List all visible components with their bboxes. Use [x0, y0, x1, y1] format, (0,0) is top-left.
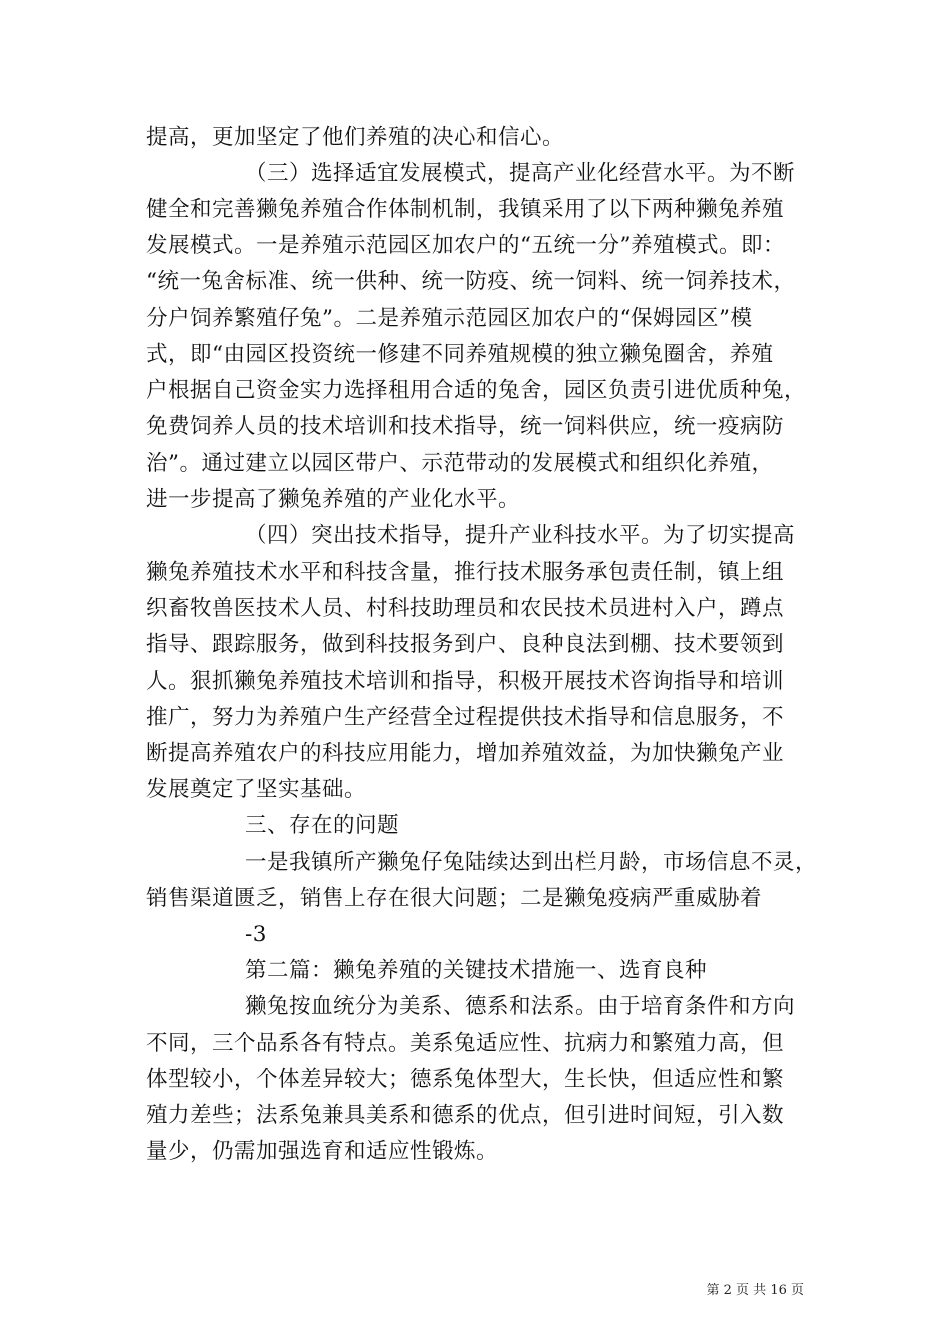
- text-line: 发展奠定了坚实基础。: [146, 777, 367, 802]
- text-line: 织畜牧兽医技术人员、村科技助理员和农民技术员进村入户，蹲点: [146, 596, 785, 621]
- text-line: 销售渠道匮乏，销售上存在很大问题；二是獭兔疫病严重威胁着: [146, 886, 763, 911]
- text-line: 发展模式。一是养殖示范园区加农户的“五统一分”养殖模式。即：: [146, 233, 785, 258]
- page-marker: -3: [245, 922, 267, 947]
- text-line: 量少，仍需加强选育和适应性锻炼。: [146, 1139, 499, 1164]
- text-line: 体型较小，个体差异较大；德系兔体型大，生长快，但适应性和繁: [146, 1067, 785, 1092]
- text-line: 指导、跟踪服务，做到科技报务到户、良种良法到棚、技术要领到: [146, 632, 785, 657]
- text-line: 户根据自己资金实力选择租用合适的兔舍，园区负责引进优质种兔，: [146, 378, 807, 403]
- text-line: 式，即“由园区投资统一修建不同养殖规模的独立獭兔圈舍，养殖: [146, 342, 774, 367]
- text-line: 断提高养殖农户的科技应用能力，增加养殖效益，为加快獭兔产业: [146, 741, 785, 766]
- text-line: 进一步提高了獭兔养殖的产业化水平。: [146, 487, 521, 512]
- text-line: 健全和完善獭兔养殖合作体制机制，我镇采用了以下两种獭兔养殖: [146, 197, 785, 222]
- text-line: 獭兔按血统分为美系、德系和法系。由于培育条件和方向: [245, 994, 796, 1019]
- text-line: 推广，努力为养殖户生产经营全过程提供技术指导和信息服务，不: [146, 705, 785, 730]
- section-heading: 三、存在的问题: [245, 813, 400, 838]
- text-line: 殖力差些；法系兔兼具美系和德系的优点，但引进时间短，引入数: [146, 1103, 785, 1128]
- text-line: 治”。通过建立以园区带户、示范带动的发展模式和组织化养殖，: [146, 451, 774, 476]
- text-line: 分户饲养繁殖仔兔”。二是养殖示范园区加农户的“保姆园区”模: [146, 306, 753, 331]
- text-line: 不同，三个品系各有特点。美系兔适应性、抗病力和繁殖力高，但: [146, 1031, 785, 1056]
- text-line: 免费饲养人员的技术培训和技术指导，统一饲料供应，统一疫病防: [146, 414, 785, 439]
- text-line: （三）选择适宜发展模式，提高产业化经营水平。为不断: [245, 161, 796, 186]
- text-line: （四）突出技术指导，提升产业科技水平。为了切实提高: [245, 523, 796, 548]
- text-line: 一是我镇所产獭兔仔兔陆续达到出栏月龄，市场信息不灵，: [245, 850, 818, 875]
- page-footer: 第 2 页 共 16 页: [706, 1283, 804, 1298]
- text-line: “统一兔舍标准、统一供种、统一防疫、统一饲料、统一饲养技术，: [146, 269, 796, 294]
- text-line: 獭兔养殖技术水平和科技含量，推行技术服务承包责任制，镇上组: [146, 560, 785, 585]
- chapter-heading: 第二篇：獭兔养殖的关键技术措施一、选育良种: [245, 958, 708, 983]
- text-line: 提高，更加坚定了他们养殖的决心和信心。: [146, 125, 565, 150]
- text-line: 人。狠抓獭兔养殖技术培训和指导，积极开展技术咨询指导和培训: [146, 669, 785, 694]
